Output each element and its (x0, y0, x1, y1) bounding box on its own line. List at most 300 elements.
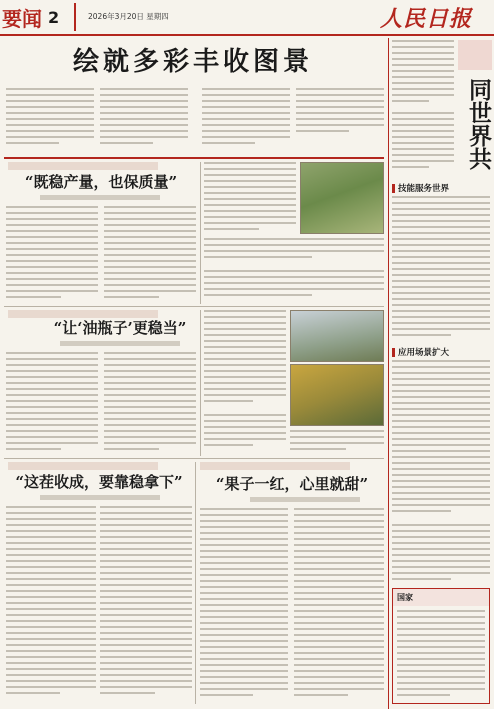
article-4-headline: “果子一红，心里就甜” (215, 475, 369, 493)
text-line (392, 70, 454, 72)
article-1-photo (300, 162, 384, 234)
text-line (392, 76, 454, 78)
text-line (6, 296, 61, 298)
text-line (392, 384, 490, 386)
text-line (104, 248, 196, 250)
text-line (392, 510, 451, 512)
text-line (6, 614, 96, 616)
text-line (392, 572, 490, 574)
text-line (204, 216, 296, 218)
text-line (6, 212, 98, 214)
article-2-photo-1 (290, 310, 384, 362)
text-line (392, 426, 490, 428)
text-line (200, 610, 288, 612)
text-line (6, 674, 96, 676)
text-line (100, 142, 153, 144)
text-line (6, 224, 98, 226)
text-line (397, 616, 485, 618)
text-line (100, 602, 192, 604)
text-line (294, 604, 384, 606)
text-line (6, 632, 96, 634)
text-line (100, 584, 192, 586)
text-line (392, 390, 490, 392)
text-line (204, 228, 259, 230)
text-line (100, 656, 192, 658)
text-line (100, 554, 192, 556)
text-line (204, 414, 286, 416)
text-line (6, 400, 98, 402)
text-line (392, 244, 490, 246)
text-line (6, 352, 98, 354)
text-line (392, 268, 490, 270)
text-line (104, 272, 196, 274)
text-line (392, 530, 490, 532)
text-line (6, 430, 98, 432)
text-line (6, 506, 96, 508)
text-line (200, 544, 288, 546)
text-line (6, 548, 96, 550)
section-label: 要闻 (2, 6, 42, 31)
text-line (6, 530, 96, 532)
text-line (202, 130, 290, 132)
text-line (204, 382, 286, 384)
text-line (392, 468, 490, 470)
text-line (392, 286, 490, 288)
text-line (100, 668, 192, 670)
text-line (204, 256, 312, 258)
text-line (200, 688, 288, 690)
text-line (392, 82, 454, 84)
text-line (200, 640, 288, 642)
text-line (397, 634, 485, 636)
text-line (202, 94, 290, 96)
text-line (6, 412, 98, 414)
text-line (392, 208, 490, 210)
text-line (294, 664, 384, 666)
text-line (204, 376, 286, 378)
text-line (294, 694, 348, 696)
text-line (294, 544, 384, 546)
text-line (392, 238, 490, 240)
text-line (6, 382, 98, 384)
text-line (6, 596, 96, 598)
text-line (200, 538, 288, 540)
text-line (294, 628, 384, 630)
text-line (204, 400, 253, 402)
text-line (200, 580, 288, 582)
text-line (6, 284, 98, 286)
text-line (204, 334, 286, 336)
text-line (104, 290, 196, 292)
text-line (392, 274, 490, 276)
text-line (290, 430, 384, 432)
text-line (204, 198, 296, 200)
text-line (392, 396, 490, 398)
article-1-col-3 (204, 162, 296, 234)
text-line (104, 254, 196, 256)
text-line (104, 284, 196, 286)
text-line (296, 100, 384, 102)
text-line (294, 532, 384, 534)
text-line (202, 136, 290, 138)
text-line (204, 238, 384, 240)
text-line (294, 676, 384, 678)
article-1-byline (40, 195, 160, 200)
text-line (202, 100, 290, 102)
text-line (6, 358, 98, 360)
text-line (6, 656, 96, 658)
text-line (100, 572, 192, 574)
text-line (100, 536, 192, 538)
text-line (6, 100, 94, 102)
text-line (392, 408, 490, 410)
text-line (392, 166, 429, 168)
text-line (6, 242, 98, 244)
text-line (104, 376, 196, 378)
text-line (6, 554, 96, 556)
text-line (392, 316, 490, 318)
text-line (104, 236, 196, 238)
text-line (6, 638, 96, 640)
text-line (104, 406, 196, 408)
text-line (204, 294, 312, 296)
text-line (6, 88, 94, 90)
text-line (100, 596, 192, 598)
text-line (6, 536, 96, 538)
text-line (296, 118, 384, 120)
text-line (392, 196, 490, 198)
text-line (392, 58, 454, 60)
text-line (392, 334, 451, 336)
text-line (200, 592, 288, 594)
text-line (200, 646, 288, 648)
text-line (100, 512, 192, 514)
text-line (6, 650, 96, 652)
text-line (204, 276, 384, 278)
sidebar-col-1 (392, 112, 454, 176)
text-line (100, 88, 188, 90)
text-line (100, 674, 192, 676)
text-line (200, 574, 288, 576)
text-line (6, 424, 98, 426)
text-line (392, 366, 490, 368)
text-line (200, 634, 288, 636)
text-line (392, 142, 454, 144)
text-line (6, 266, 98, 268)
text-line (100, 542, 192, 544)
text-line (392, 262, 490, 264)
text-line (200, 676, 288, 678)
text-line (392, 474, 490, 476)
text-line (294, 580, 384, 582)
text-line (392, 578, 451, 580)
article-3-kicker (8, 462, 158, 470)
text-line (100, 632, 192, 634)
text-line (100, 626, 192, 628)
text-line (392, 46, 454, 48)
text-line (204, 168, 296, 170)
text-line (294, 592, 384, 594)
text-line (104, 218, 196, 220)
text-line (6, 686, 96, 688)
text-line (100, 566, 192, 568)
text-line (294, 610, 384, 612)
article-4-col-2 (294, 508, 384, 702)
text-line (200, 628, 288, 630)
text-line (294, 562, 384, 564)
text-line (200, 682, 288, 684)
text-line (397, 652, 485, 654)
text-line (294, 616, 384, 618)
text-line (6, 668, 96, 670)
text-line (392, 64, 454, 66)
text-line (100, 518, 192, 520)
text-line (392, 548, 490, 550)
text-line (392, 372, 490, 374)
text-line (104, 278, 196, 280)
text-line (290, 442, 384, 444)
section-tag (2, 3, 76, 31)
text-line (204, 352, 286, 354)
text-line (6, 388, 98, 390)
text-line (6, 206, 98, 208)
article-1-kicker (8, 162, 158, 170)
text-line (204, 432, 286, 434)
issue-date: 2026年3月20日 星期四 (88, 12, 169, 21)
text-line (6, 626, 96, 628)
text-line (6, 524, 96, 526)
text-line (392, 486, 490, 488)
intro-column-4 (296, 88, 384, 136)
text-line (392, 438, 490, 440)
text-line (204, 322, 286, 324)
text-line (202, 88, 290, 90)
text-line (392, 432, 490, 434)
text-line (294, 556, 384, 558)
text-line (294, 646, 384, 648)
text-line (294, 574, 384, 576)
text-line (392, 504, 490, 506)
text-line (100, 112, 188, 114)
text-line (296, 88, 384, 90)
text-line (294, 658, 384, 660)
sidebar-kicker (458, 40, 492, 70)
text-line (104, 442, 196, 444)
text-line (100, 136, 188, 138)
text-line (294, 538, 384, 540)
text-line (392, 214, 490, 216)
text-line (204, 250, 384, 252)
text-line (204, 270, 384, 272)
text-line (6, 566, 96, 568)
text-line (200, 532, 288, 534)
text-line (392, 402, 490, 404)
text-line (104, 400, 196, 402)
article-2-photo-2 (290, 364, 384, 426)
text-line (294, 568, 384, 570)
article-2-col-3 (204, 310, 286, 410)
sidebar-section-1 (392, 182, 449, 194)
intro-divider (4, 157, 384, 159)
text-line (294, 586, 384, 588)
text-line (392, 450, 490, 452)
text-line (397, 664, 485, 666)
text-line (397, 694, 450, 696)
text-line (200, 670, 288, 672)
sidebar-section-2-title: 应用场景扩大 (398, 348, 450, 358)
text-line (104, 418, 196, 420)
sidebar-box (392, 588, 490, 704)
text-line (397, 682, 485, 684)
article-4-kicker (200, 462, 350, 470)
text-line (392, 542, 490, 544)
text-line (6, 620, 96, 622)
article-3-col-1 (6, 506, 96, 702)
text-line (397, 646, 485, 648)
text-line (392, 536, 490, 538)
text-line (6, 578, 96, 580)
text-line (204, 346, 286, 348)
text-line (392, 444, 490, 446)
text-line (100, 560, 192, 562)
text-line (200, 652, 288, 654)
text-line (6, 692, 60, 694)
article-2-kicker (8, 310, 158, 318)
text-line (294, 634, 384, 636)
text-line (104, 394, 196, 396)
text-line (104, 370, 196, 372)
text-line (204, 426, 286, 428)
text-line (104, 206, 196, 208)
text-line (204, 328, 286, 330)
text-line (294, 526, 384, 528)
article-1-col-4 (204, 270, 384, 302)
text-line (204, 444, 253, 446)
sidebar-title-1: 同世界共 (465, 78, 492, 170)
text-line (100, 608, 192, 610)
text-line (294, 688, 384, 690)
text-line (392, 88, 454, 90)
text-line (6, 644, 96, 646)
text-line (100, 118, 188, 120)
article-1-photo-caption (204, 238, 384, 266)
text-line (392, 322, 490, 324)
article-2-photo-caption (290, 430, 384, 454)
article-4-col-1 (200, 508, 288, 702)
text-line (392, 492, 490, 494)
text-line (202, 142, 255, 144)
text-line (392, 554, 490, 556)
text-line (392, 480, 490, 482)
text-line (6, 236, 98, 238)
text-line (204, 244, 384, 246)
article-3-byline (40, 495, 160, 500)
text-line (6, 680, 96, 682)
text-line (6, 584, 96, 586)
text-line (200, 526, 288, 528)
sidebar-section-1-body (392, 196, 490, 342)
text-line (204, 222, 296, 224)
text-line (392, 498, 490, 500)
text-line (392, 310, 490, 312)
text-line (6, 448, 61, 450)
text-line (392, 560, 490, 562)
article-2-byline (60, 341, 180, 346)
text-line (392, 378, 490, 380)
text-line (392, 420, 490, 422)
text-line (100, 692, 155, 694)
text-line (6, 590, 96, 592)
text-line (100, 680, 192, 682)
text-line (100, 650, 192, 652)
text-line (100, 94, 188, 96)
text-line (392, 414, 490, 416)
text-line (296, 124, 384, 126)
text-line (204, 358, 286, 360)
text-line (100, 124, 188, 126)
text-line (104, 352, 196, 354)
text-line (200, 694, 253, 696)
text-line (296, 130, 349, 132)
text-line (100, 644, 192, 646)
text-line (392, 136, 454, 138)
sidebar-col-2 (392, 524, 490, 584)
text-line (392, 226, 490, 228)
text-line (294, 622, 384, 624)
text-line (392, 112, 454, 114)
text-line (204, 180, 296, 182)
text-line (6, 364, 98, 366)
text-line (200, 598, 288, 600)
text-line (392, 124, 454, 126)
text-line (204, 420, 286, 422)
text-line (202, 118, 290, 120)
text-line (200, 586, 288, 588)
text-line (392, 130, 454, 132)
text-line (397, 688, 485, 690)
text-line (200, 562, 288, 564)
text-line (6, 230, 98, 232)
text-line (296, 112, 384, 114)
text-line (392, 298, 490, 300)
text-line (392, 232, 490, 234)
article-2-col-4 (204, 414, 286, 454)
text-line (204, 282, 384, 284)
intro-column-1 (6, 88, 94, 152)
text-line (392, 292, 490, 294)
text-line (100, 662, 192, 664)
text-line (104, 364, 196, 366)
text-line (204, 394, 286, 396)
text-line (204, 438, 286, 440)
article-3-col-2 (100, 506, 192, 702)
text-line (6, 278, 98, 280)
text-line (200, 514, 288, 516)
text-line (100, 578, 192, 580)
text-line (200, 556, 288, 558)
text-line (6, 608, 96, 610)
text-line (296, 106, 384, 108)
text-line (100, 106, 188, 108)
text-line (204, 310, 286, 312)
text-line (392, 462, 490, 464)
text-line (392, 94, 454, 96)
text-line (200, 658, 288, 660)
text-line (397, 676, 485, 678)
text-line (104, 260, 196, 262)
text-line (104, 230, 196, 232)
text-line (104, 430, 196, 432)
